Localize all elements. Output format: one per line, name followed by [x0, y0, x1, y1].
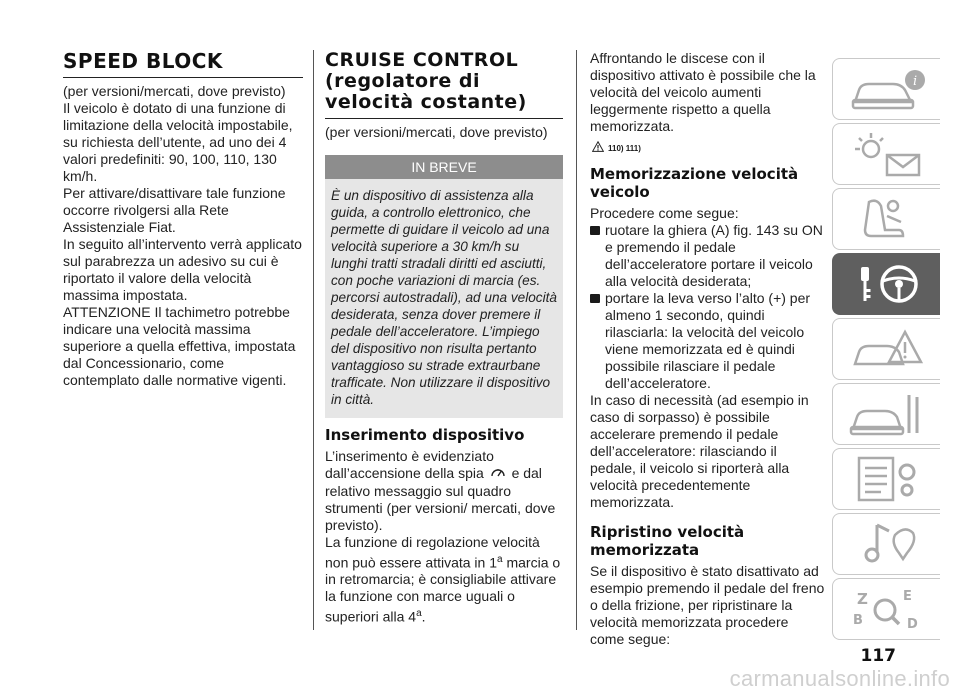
column-divider	[313, 50, 314, 630]
memorization-section-title: Memorizzazione velocità veicolo	[590, 165, 799, 201]
cruise-control-title: CRUISE CONTROL (regolatore di velocità costante)	[325, 50, 563, 119]
footer-watermark-url[interactable]: carmanualsonline.info	[729, 666, 950, 691]
gear-restriction-paragraph: La funzione di regolazione velocità non può essere attivata in 1$^a$ marcia o in retromarcia; è consigliabile attivare la funzione con marce uguali o superiori alla 4$^a$.	[325, 533, 561, 626]
car-info-icon	[847, 64, 927, 114]
car-warning-icon	[847, 324, 927, 374]
cruise-control-column	[325, 50, 563, 626]
lights-message-icon	[847, 129, 927, 179]
svg-text:D: D	[906, 617, 918, 632]
insertion-paragraph: L’inserimento è evidenziato dall’accensione della spia e dal relativo messaggio sul quadro strumenti (per versioni/ mercati, dove previsto).	[325, 448, 556, 533]
svg-text:Z: Z	[856, 590, 868, 608]
restore-paragraph: Se il dispositivo è stato disattivato ad esempio premendo il pedale del freno o della frizione, per ripristinare la velocità memorizzata procedere come segue:	[590, 563, 825, 647]
overtaking-paragraph: In caso di necessità (ad esempio in caso di sorpasso) è possibile accelerare premendo il pedale dell’acceleratore: rilasciando il pedale, il veicolo si riporterà alla velocità precedentemente memorizzata.	[590, 392, 809, 510]
speed-block-paragraph: Per attivare/disattivare tale funzione occorre rivolgersi alla Rete Assistenziale Fiat.	[63, 185, 286, 235]
in-brief-text: È un dispositivo di assistenza alla guida, a controllo elettronico, che permette di guidare il veicolo ad una velocità superiore a 30 km/h su lunghi tratti stradali diritti ed asciutti, con poche variazioni di marcia (es. percorsi autostradali), ad una velocità desiderata, senza dover premere il pedale dell’acceleratore. L’impiego del dispositivo non risulta pertanto vantaggioso su strade extraurbane trafficate. Non utilizzare il dispositivo in città.	[325, 179, 563, 418]
music-navigation-icon	[847, 519, 927, 569]
column-divider	[576, 50, 577, 630]
svg-text:i: i	[912, 74, 917, 89]
tab-car-info[interactable]	[832, 58, 940, 120]
speed-block-column	[63, 50, 303, 389]
car-tools-icon	[847, 389, 927, 439]
speed-block-attention: ATTENZIONE Il tachimetro potrebbe indicare una velocità massima superiore a quella effettiva, impostata dal Concessionario, come contemplato dalle normative vigenti.	[63, 304, 296, 388]
tab-starting-driving[interactable]	[832, 253, 940, 315]
warning-refs-text: 110) 111)	[608, 143, 641, 153]
tab-multimedia[interactable]	[832, 513, 940, 575]
list-item: portare la leva verso l’alto (+) per almeno 1 secondo, quindi rilasciarla: la velocità del veicolo viene memorizzata ed è quindi possibile rilasciare il pedale dell’acceleratore.	[590, 290, 826, 392]
tab-technical-data[interactable]	[832, 448, 940, 510]
cruise-control-warning-light-icon	[490, 466, 506, 483]
restore-section-title: Ripristino velocità memorizzata	[590, 523, 745, 559]
checklist-gear-icon	[847, 454, 927, 504]
tab-lights-messages[interactable]	[832, 123, 940, 185]
speed-block-paragraph: In seguito all’intervento verrà applicato sul parabrezza un adesivo su cui è riportato il valore della velocità massima impostata.	[63, 236, 302, 303]
speed-block-paragraph: Il veicolo è dotato di una funzione di limitazione della velocità impostabile, su richiesta dell’utente, ad uno dei 4 valori predefiniti: 90, 100, 110, 130 km/h.	[63, 100, 293, 184]
insertion-section-title: Inserimento dispositivo	[325, 426, 525, 444]
chapter-tabs	[832, 58, 940, 643]
svg-text:B: B	[852, 613, 863, 628]
speed-block-title: SPEED BLOCK	[63, 50, 303, 78]
list-item: ruotare la ghiera (A) fig. 143 su ON e premendo il pedale dell’acceleratore portare il veicolo alla velocità desiderata;	[590, 222, 826, 290]
svg-text:E: E	[902, 589, 912, 604]
tab-index[interactable]	[832, 578, 940, 640]
memorization-lead: Procedere come segue:	[590, 205, 739, 221]
tab-emergency[interactable]	[832, 318, 940, 380]
warning-references	[592, 139, 826, 157]
in-brief-heading: IN BREVE	[325, 155, 563, 179]
bullet-square-icon	[590, 226, 600, 235]
warning-triangle-icon	[592, 139, 604, 157]
key-steering-wheel-icon	[847, 259, 927, 309]
descent-note-paragraph: Affrontando le discese con il dispositivo attivato è possibile che la velocità del veicolo aumenti leggermente rispetto a quella memorizzata.	[590, 50, 816, 134]
tab-maintenance[interactable]	[832, 383, 940, 445]
cruise-control-note: (per versioni/mercati, dove previsto)	[325, 124, 548, 140]
bullet-square-icon	[590, 294, 600, 303]
alphabetical-index-icon	[847, 584, 927, 634]
memorization-column	[590, 50, 826, 648]
airbag-seat-icon	[847, 194, 927, 244]
speed-block-note: (per versioni/mercati, dove previsto)	[63, 83, 286, 99]
page-number: 117	[860, 646, 896, 666]
tab-safety[interactable]	[832, 188, 940, 250]
